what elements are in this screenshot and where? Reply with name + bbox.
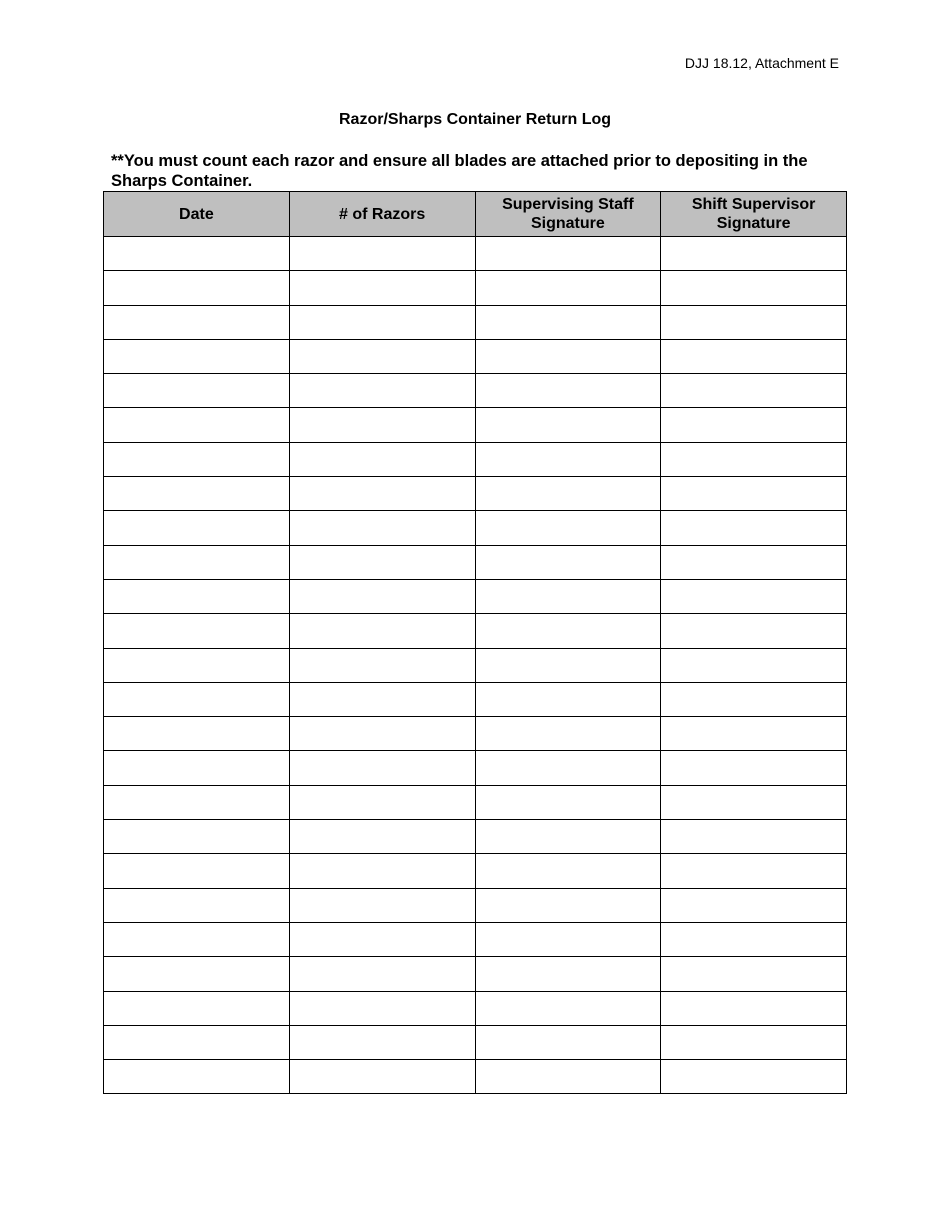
date-cell[interactable] (104, 682, 290, 716)
column-header-razor-count (289, 192, 475, 237)
supervising-staff-signature-cell[interactable] (475, 717, 661, 751)
date-cell[interactable] (104, 1025, 290, 1059)
table-row (104, 442, 847, 476)
shift-supervisor-signature-cell[interactable] (661, 1060, 847, 1094)
razor-count-cell[interactable] (289, 477, 475, 511)
date-cell[interactable] (104, 820, 290, 854)
date-cell[interactable] (104, 614, 290, 648)
supervising-staff-signature-cell[interactable] (475, 648, 661, 682)
razor-count-cell[interactable] (289, 648, 475, 682)
column-header-label: Date (179, 205, 214, 223)
razor-count-cell[interactable] (289, 1060, 475, 1094)
table-row (104, 957, 847, 991)
shift-supervisor-signature-cell[interactable] (661, 888, 847, 922)
razor-count-cell[interactable] (289, 408, 475, 442)
table-row (104, 374, 847, 408)
page-title: Razor/Sharps Container Return Log (338, 111, 612, 128)
table-row (104, 922, 847, 956)
razor-count-cell[interactable] (289, 888, 475, 922)
supervising-staff-signature-cell[interactable] (475, 237, 661, 271)
razor-count-cell[interactable] (289, 545, 475, 579)
table-row (104, 237, 847, 271)
shift-supervisor-signature-cell[interactable] (661, 271, 847, 305)
razor-count-cell[interactable] (289, 854, 475, 888)
supervising-staff-signature-cell[interactable] (475, 751, 661, 785)
return-log-table (103, 191, 847, 1094)
supervising-staff-signature-cell[interactable] (475, 511, 661, 545)
table-body (104, 237, 847, 1094)
razor-count-cell[interactable] (289, 751, 475, 785)
supervising-staff-signature-cell[interactable] (475, 682, 661, 716)
instruction-text: **You must count each razor and ensure all blades are attached prior to depositing in the Sharps Container. (111, 152, 808, 190)
table-row (104, 408, 847, 442)
column-header-label: Shift Supervisor Signature (691, 196, 816, 232)
table-row (104, 1060, 847, 1094)
column-header-shift-supervisor-signature (661, 192, 847, 237)
shift-supervisor-signature-cell[interactable] (661, 305, 847, 339)
shift-supervisor-signature-cell[interactable] (661, 511, 847, 545)
table-row (104, 271, 847, 305)
shift-supervisor-signature-cell[interactable] (661, 922, 847, 956)
table-row (104, 648, 847, 682)
razor-count-cell[interactable] (289, 717, 475, 751)
table-row (104, 854, 847, 888)
date-cell[interactable] (104, 237, 290, 271)
shift-supervisor-signature-cell[interactable] (661, 820, 847, 854)
shift-supervisor-signature-cell[interactable] (661, 442, 847, 476)
date-cell[interactable] (104, 305, 290, 339)
supervising-staff-signature-cell[interactable] (475, 1060, 661, 1094)
razor-count-cell[interactable] (289, 922, 475, 956)
shift-supervisor-signature-cell[interactable] (661, 682, 847, 716)
shift-supervisor-signature-cell[interactable] (661, 991, 847, 1025)
shift-supervisor-signature-cell[interactable] (661, 957, 847, 991)
supervising-staff-signature-cell[interactable] (475, 888, 661, 922)
razor-count-cell[interactable] (289, 237, 475, 271)
razor-count-cell[interactable] (289, 511, 475, 545)
razor-count-cell[interactable] (289, 785, 475, 819)
date-cell[interactable] (104, 717, 290, 751)
table-row (104, 717, 847, 751)
table-row (104, 511, 847, 545)
razor-count-cell[interactable] (289, 271, 475, 305)
supervising-staff-signature-cell[interactable] (475, 408, 661, 442)
table-row (104, 991, 847, 1025)
shift-supervisor-signature-cell[interactable] (661, 854, 847, 888)
date-cell[interactable] (104, 545, 290, 579)
table-row (104, 545, 847, 579)
column-header-label: Supervising Staff Signature (502, 196, 634, 232)
date-cell[interactable] (104, 408, 290, 442)
date-cell[interactable] (104, 854, 290, 888)
table-row (104, 339, 847, 373)
supervising-staff-signature-cell[interactable] (475, 785, 661, 819)
table-row (104, 579, 847, 613)
supervising-staff-signature-cell[interactable] (475, 1025, 661, 1059)
column-header-supervising-staff-signature (475, 192, 661, 237)
shift-supervisor-signature-cell[interactable] (661, 477, 847, 511)
table-row (104, 1025, 847, 1059)
date-cell[interactable] (104, 579, 290, 613)
razor-count-cell[interactable] (289, 820, 475, 854)
date-cell[interactable] (104, 888, 290, 922)
shift-supervisor-signature-cell[interactable] (661, 374, 847, 408)
supervising-staff-signature-cell[interactable] (475, 545, 661, 579)
table-row (104, 820, 847, 854)
date-cell[interactable] (104, 991, 290, 1025)
razor-count-cell[interactable] (289, 1025, 475, 1059)
supervising-staff-signature-cell[interactable] (475, 820, 661, 854)
supervising-staff-signature-cell[interactable] (475, 854, 661, 888)
date-cell[interactable] (104, 648, 290, 682)
shift-supervisor-signature-cell[interactable] (661, 785, 847, 819)
shift-supervisor-signature-cell[interactable] (661, 648, 847, 682)
date-cell[interactable] (104, 477, 290, 511)
razor-count-cell[interactable] (289, 374, 475, 408)
table-row (104, 682, 847, 716)
shift-supervisor-signature-cell[interactable] (661, 408, 847, 442)
date-cell[interactable] (104, 785, 290, 819)
shift-supervisor-signature-cell[interactable] (661, 717, 847, 751)
date-cell[interactable] (104, 374, 290, 408)
shift-supervisor-signature-cell[interactable] (661, 339, 847, 373)
supervising-staff-signature-cell[interactable] (475, 991, 661, 1025)
column-header-label: # of Razors (339, 205, 426, 223)
supervising-staff-signature-cell[interactable] (475, 477, 661, 511)
date-cell[interactable] (104, 1060, 290, 1094)
column-header-date (104, 192, 290, 237)
document-reference: DJJ 18.12, Attachment E (684, 55, 839, 71)
table-header-row (104, 192, 847, 237)
supervising-staff-signature-cell[interactable] (475, 339, 661, 373)
shift-supervisor-signature-cell[interactable] (661, 237, 847, 271)
shift-supervisor-signature-cell[interactable] (661, 614, 847, 648)
date-cell[interactable] (104, 271, 290, 305)
razor-count-cell[interactable] (289, 442, 475, 476)
table-row (104, 614, 847, 648)
shift-supervisor-signature-cell[interactable] (661, 579, 847, 613)
date-cell[interactable] (104, 957, 290, 991)
supervising-staff-signature-cell[interactable] (475, 305, 661, 339)
razor-count-cell[interactable] (289, 614, 475, 648)
table-row (104, 785, 847, 819)
date-cell[interactable] (104, 511, 290, 545)
razor-count-cell[interactable] (289, 305, 475, 339)
shift-supervisor-signature-cell[interactable] (661, 751, 847, 785)
date-cell[interactable] (104, 751, 290, 785)
date-cell[interactable] (104, 339, 290, 373)
table-row (104, 888, 847, 922)
supervising-staff-signature-cell[interactable] (475, 374, 661, 408)
supervising-staff-signature-cell[interactable] (475, 614, 661, 648)
supervising-staff-signature-cell[interactable] (475, 957, 661, 991)
date-cell[interactable] (104, 922, 290, 956)
supervising-staff-signature-cell[interactable] (475, 271, 661, 305)
razor-count-cell[interactable] (289, 957, 475, 991)
razor-count-cell[interactable] (289, 991, 475, 1025)
table-row (104, 477, 847, 511)
razor-count-cell[interactable] (289, 579, 475, 613)
razor-count-cell[interactable] (289, 682, 475, 716)
shift-supervisor-signature-cell[interactable] (661, 1025, 847, 1059)
table-row (104, 305, 847, 339)
supervising-staff-signature-cell[interactable] (475, 442, 661, 476)
supervising-staff-signature-cell[interactable] (475, 579, 661, 613)
razor-count-cell[interactable] (289, 339, 475, 373)
shift-supervisor-signature-cell[interactable] (661, 545, 847, 579)
table-row (104, 751, 847, 785)
date-cell[interactable] (104, 442, 290, 476)
supervising-staff-signature-cell[interactable] (475, 922, 661, 956)
